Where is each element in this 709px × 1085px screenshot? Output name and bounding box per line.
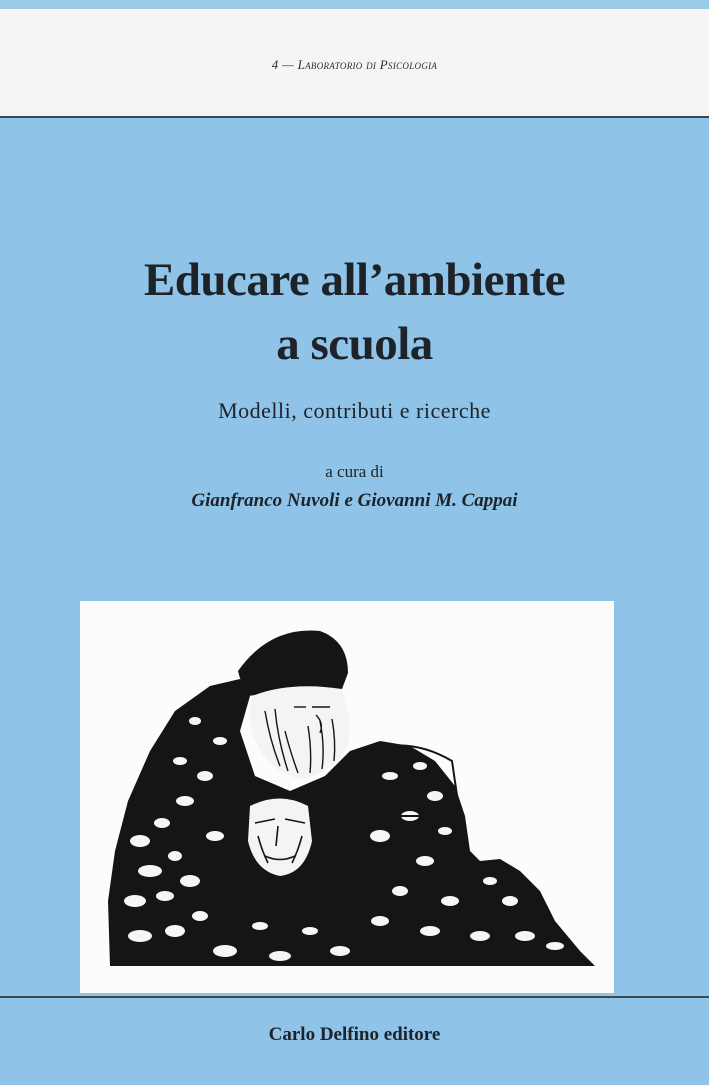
series-band [0, 9, 709, 118]
cap-shape [238, 631, 348, 697]
publisher-name: Carlo Delfino editore [268, 1024, 441, 1045]
series-label [0, 57, 709, 73]
book-subtitle: Modelli, contributi e ricerche [218, 398, 491, 423]
editors-names: Gianfranco Nuvoli e Giovanni M. Cappai [191, 490, 518, 511]
title-line-1: Educare all’ambiente [143, 254, 566, 306]
rock-mass [108, 679, 595, 966]
curated-by-label: a cura di [325, 462, 384, 481]
bottom-rule [0, 996, 709, 998]
series-number: 4 [271, 57, 279, 72]
series-name: Laboratorio di Psicologia [297, 57, 438, 72]
top-strip [0, 0, 709, 9]
series-dash: — [282, 57, 294, 72]
book-title [0, 248, 709, 376]
bearded-face [250, 686, 350, 779]
title-line-2: a scuola [276, 318, 433, 370]
cover-illustration [80, 601, 614, 993]
nuraghe-with-faces-illustration [80, 601, 614, 993]
